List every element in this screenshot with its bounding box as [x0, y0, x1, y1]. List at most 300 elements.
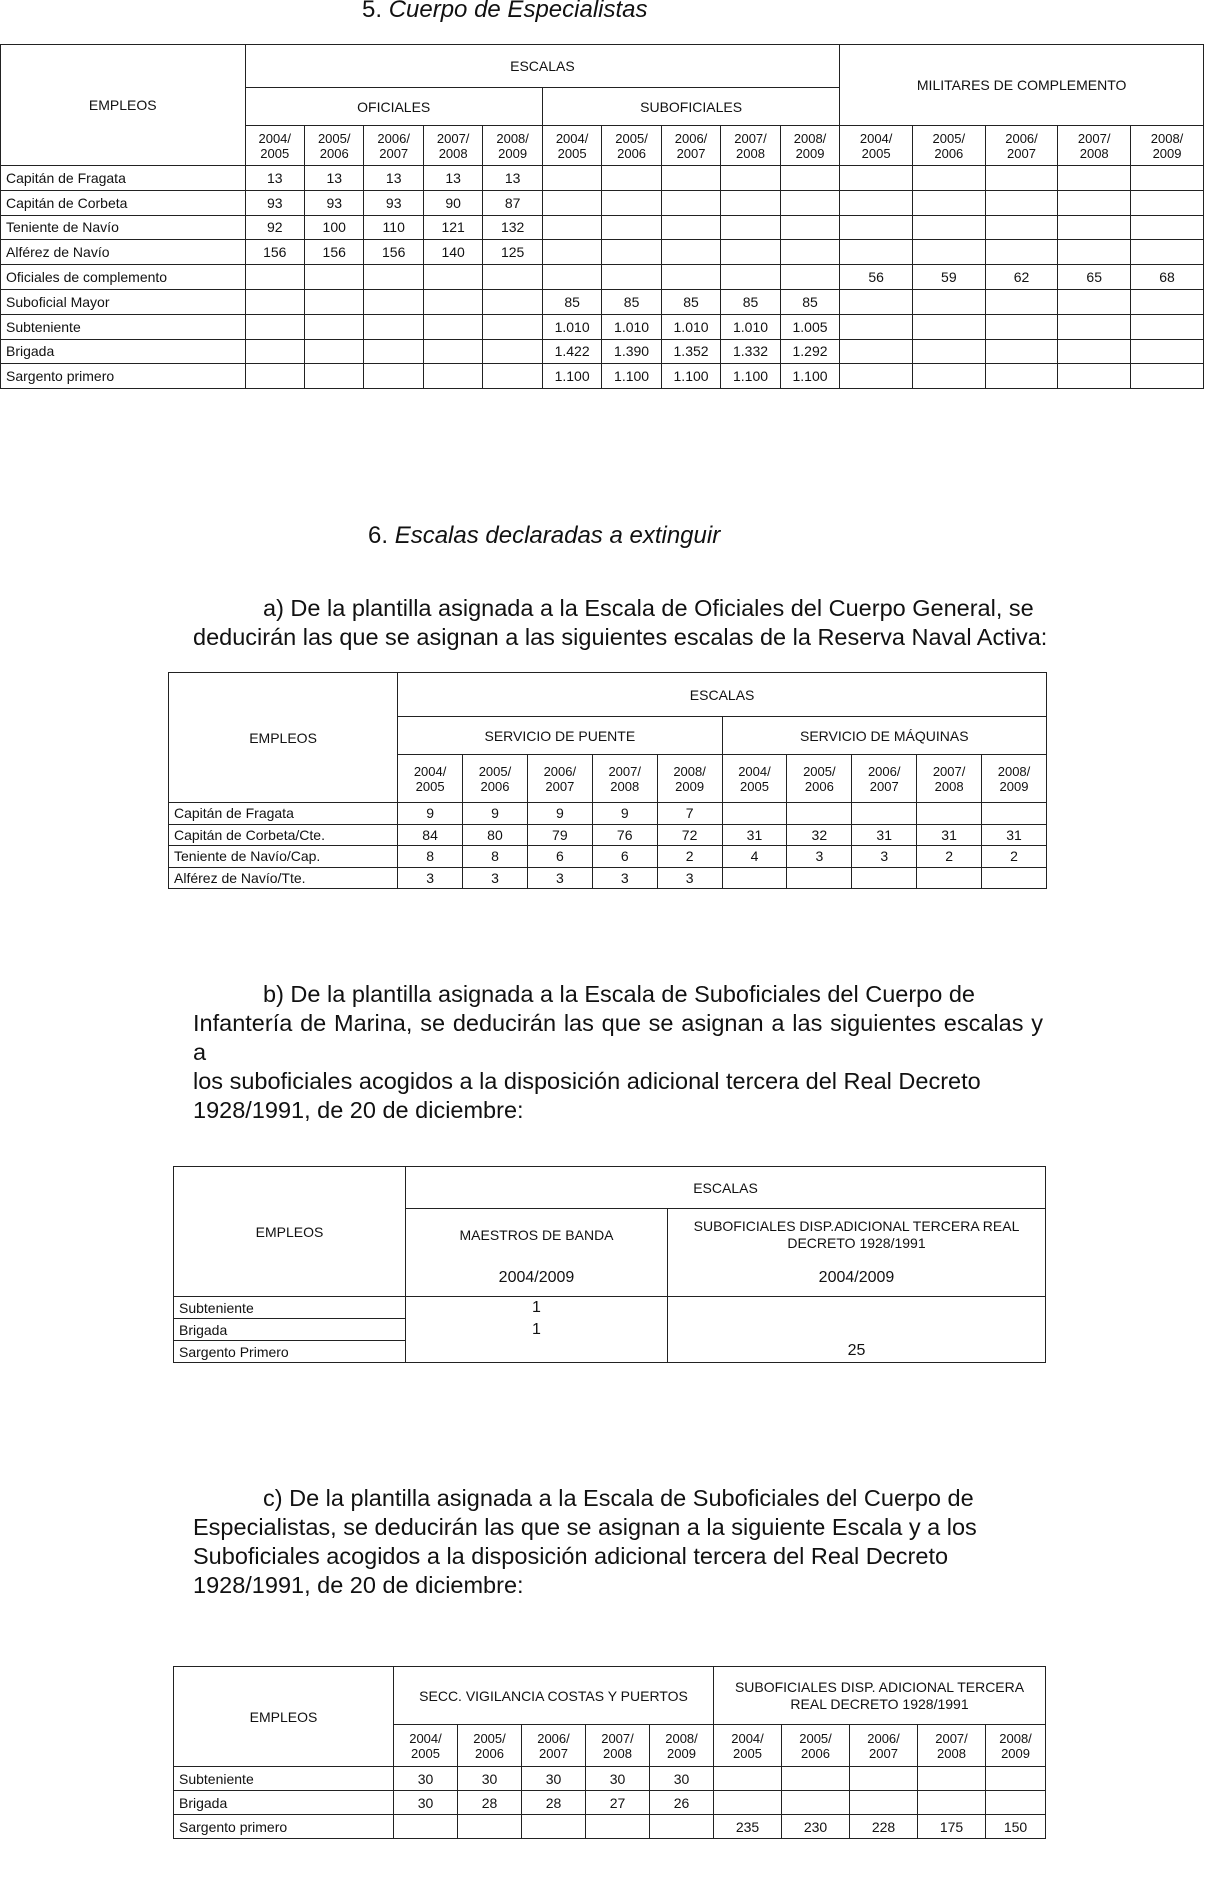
year-start: 2004/ — [738, 763, 771, 779]
year-start: 2008/ — [997, 763, 1031, 779]
year-header — [918, 1725, 986, 1767]
table-cell: 62 — [985, 265, 1058, 290]
year-start: 2006/ — [377, 130, 410, 146]
table-cell: 3 — [398, 867, 463, 889]
paragraph-c-line-3: Suboficiales acogidos a la disposición adicional tercera del Real Decreto — [193, 1543, 949, 1569]
table-row — [1, 166, 1204, 191]
empleos-header: EMPLEOS — [174, 1167, 406, 1297]
table-row — [169, 867, 1047, 889]
table-cell: 76 — [592, 824, 657, 846]
year-end: 2009 — [999, 778, 1029, 794]
table-cell — [782, 1791, 850, 1815]
suboficiales-disp-header: SUBOFICIALES DISP.ADICIONAL TERCERA REAL DECRETO 1928/1991 — [668, 1209, 1046, 1261]
table-cell: 13 — [483, 166, 542, 191]
row-label: Subteniente — [174, 1767, 394, 1791]
year-header — [850, 1725, 918, 1767]
table-cell: 6 — [592, 846, 657, 868]
table-cell — [787, 867, 852, 889]
table-cell: 1.352 — [661, 339, 720, 364]
table-cell: 1.332 — [721, 339, 780, 364]
table-cell — [245, 314, 304, 339]
maestros-cell — [406, 1341, 668, 1363]
table-cell: 1.422 — [542, 339, 601, 364]
year-end: 2008 — [610, 778, 640, 794]
table-cell — [423, 364, 482, 389]
row-label: Capitán de Fragata — [1, 166, 246, 191]
year-header — [714, 1725, 782, 1767]
table-cell — [542, 166, 601, 191]
year-header — [463, 755, 528, 803]
table-cell: 1.010 — [542, 314, 601, 339]
year-start: 2004/ — [555, 130, 589, 146]
table-cell — [840, 364, 913, 389]
table-cell — [985, 215, 1058, 240]
row-label: Brigada — [174, 1791, 394, 1815]
year-start: 2005/ — [799, 1730, 832, 1746]
table-cell — [840, 339, 913, 364]
table-cell: 85 — [661, 289, 720, 314]
year-header — [398, 755, 463, 803]
year-header — [722, 755, 787, 803]
table-cell: 8 — [398, 846, 463, 868]
table-cell: 156 — [305, 240, 364, 265]
year-header — [852, 755, 917, 803]
year-start: 2005/ — [317, 130, 351, 146]
table-cell — [985, 166, 1058, 191]
year-start: 2005/ — [473, 1730, 506, 1746]
year-header — [840, 126, 913, 166]
table-cell — [918, 1767, 986, 1791]
section-5-heading — [362, 0, 648, 24]
table-row — [1, 339, 1204, 364]
table-cell: 1.390 — [602, 339, 661, 364]
year-end: 2006 — [934, 145, 964, 161]
table-cell — [714, 1767, 782, 1791]
table-cell — [780, 190, 840, 215]
table-cell — [364, 314, 423, 339]
suboficiales-disp-header: SUBOFICIALES DISP. ADICIONAL TERCERA REAL DECRETO 1928/1991 — [714, 1667, 1046, 1725]
year-start: 2007/ — [1077, 130, 1111, 146]
year-header — [917, 755, 982, 803]
table-cell: 2 — [917, 846, 982, 868]
table-cell: 1.100 — [721, 364, 780, 389]
table-cell: 1.010 — [721, 314, 780, 339]
table-cell — [714, 1791, 782, 1815]
suboficiales-cell — [668, 1297, 1046, 1319]
table-cell — [602, 166, 661, 191]
table-cell — [840, 215, 913, 240]
year-end: 2009 — [795, 145, 825, 161]
table-cell — [721, 265, 780, 290]
table-cell — [1058, 289, 1131, 314]
table-cell — [364, 339, 423, 364]
table-cell — [982, 867, 1047, 889]
table-cell: 32 — [787, 824, 852, 846]
table-cell — [423, 314, 482, 339]
year-end: 2005 — [740, 778, 769, 794]
year-start: 2006/ — [1005, 130, 1038, 146]
year-end: 2008 — [934, 778, 964, 794]
year-header — [1058, 126, 1131, 166]
table-cell: 68 — [1131, 265, 1204, 290]
table-cell: 230 — [782, 1815, 850, 1839]
table-cell: 1.100 — [602, 364, 661, 389]
table-cell — [852, 867, 917, 889]
year-header — [483, 126, 542, 166]
table-cell — [458, 1815, 522, 1839]
section-6-heading — [368, 522, 720, 550]
table-cell — [780, 166, 840, 191]
table-cell: 1.010 — [602, 314, 661, 339]
table-cell — [850, 1791, 918, 1815]
table-cell: 4 — [722, 846, 787, 868]
table-cell: 31 — [852, 824, 917, 846]
table-cell: 9 — [527, 803, 592, 825]
row-label: Subteniente — [174, 1297, 406, 1319]
year-end: 2005 — [733, 1745, 762, 1761]
year-start: 2007/ — [935, 1730, 968, 1746]
table-cell — [721, 240, 780, 265]
table-cell: 13 — [305, 166, 364, 191]
table-cell — [1058, 240, 1131, 265]
table-row — [174, 1341, 1046, 1363]
table-cell: 93 — [364, 190, 423, 215]
year-end: 2005 — [861, 145, 891, 161]
year-start: 2004/ — [409, 1730, 442, 1746]
table-cell: 9 — [592, 803, 657, 825]
table-cell — [912, 364, 985, 389]
year-start: 2007/ — [932, 763, 966, 779]
table-cell: 7 — [657, 803, 722, 825]
table-cell: 3 — [852, 846, 917, 868]
table-cell: 150 — [986, 1815, 1046, 1839]
table-cell — [1131, 289, 1204, 314]
table-cell: 85 — [780, 289, 840, 314]
table-cell — [483, 265, 542, 290]
year-start: 2006/ — [674, 130, 708, 146]
row-label: Subteniente — [1, 314, 246, 339]
year-header — [780, 126, 840, 166]
table-cell — [305, 364, 364, 389]
year-start: 2008/ — [1150, 130, 1184, 146]
year-start: 2004/ — [859, 130, 893, 146]
table-cell: 92 — [245, 215, 304, 240]
paragraph-a-line-2: deducirán las que se asignan a las siguientes escalas de la Reserva Naval Activa: — [193, 624, 1048, 650]
table-cell — [1058, 339, 1131, 364]
table-cell: 3 — [527, 867, 592, 889]
oficiales-header: OFICIALES — [245, 88, 542, 126]
table-cell — [721, 166, 780, 191]
table-cell — [245, 289, 304, 314]
year-start: 2007/ — [608, 763, 641, 779]
table-cell — [912, 190, 985, 215]
table-cell — [305, 265, 364, 290]
section-6-number: 6. — [368, 522, 389, 549]
year-header — [650, 1725, 714, 1767]
table-row — [174, 1815, 1046, 1839]
servicio-puente-header: SERVICIO DE PUENTE — [398, 717, 722, 755]
table-cell — [986, 1767, 1046, 1791]
table-cell — [840, 190, 913, 215]
table-cell — [586, 1815, 650, 1839]
table-row — [174, 1791, 1046, 1815]
table-cell — [912, 339, 985, 364]
table-cell — [917, 867, 982, 889]
paragraph-c-line-4: 1928/1991, de 20 de diciembre: — [193, 1572, 524, 1598]
suboficiales-cell: 25 — [668, 1341, 1046, 1363]
year-start: 2004/ — [413, 763, 447, 779]
year-end: 2005 — [415, 778, 445, 794]
row-label: Capitán de Fragata — [169, 803, 398, 825]
table-cell: 90 — [423, 190, 482, 215]
table-cell — [423, 339, 482, 364]
infanteria-marina-table — [173, 1166, 1046, 1363]
year-end: 2008 — [1079, 145, 1109, 161]
table-cell: 121 — [423, 215, 482, 240]
table-cell: 65 — [1058, 265, 1131, 290]
year-header — [661, 126, 720, 166]
table-cell: 175 — [918, 1815, 986, 1839]
table-cell — [394, 1815, 458, 1839]
year-header — [912, 126, 985, 166]
year-end: 2006 — [480, 778, 510, 794]
table-cell — [912, 240, 985, 265]
table-cell — [780, 265, 840, 290]
year-start: 2008/ — [496, 130, 529, 146]
especialistas-extinguir-table — [173, 1666, 1046, 1839]
year-start: 2007/ — [436, 130, 470, 146]
paragraph-b-line-3: los suboficiales acogidos a la disposición adicional tercera del Real Decreto — [193, 1068, 981, 1094]
year-end: 2005 — [260, 145, 290, 161]
table-cell: 156 — [364, 240, 423, 265]
year-end: 2007 — [1007, 145, 1036, 161]
year-header — [985, 126, 1058, 166]
year-header — [364, 126, 423, 166]
paragraph-c — [193, 1484, 1043, 1600]
year-end: 2006 — [319, 145, 349, 161]
year-start: 2006/ — [867, 1730, 900, 1746]
table-cell: 79 — [527, 824, 592, 846]
year-header — [982, 755, 1047, 803]
maestros-cell: 1 — [406, 1297, 668, 1319]
table-cell: 125 — [483, 240, 542, 265]
table-row — [1, 215, 1204, 240]
empleos-header: EMPLEOS — [1, 45, 246, 166]
year-end: 2009 — [1152, 145, 1182, 161]
table-cell — [918, 1791, 986, 1815]
year-header — [986, 1725, 1046, 1767]
table-cell — [245, 339, 304, 364]
table-cell — [1058, 215, 1131, 240]
table-cell — [483, 289, 542, 314]
militares-complemento-header: MILITARES DE COMPLEMENTO — [840, 45, 1204, 126]
table-cell — [364, 364, 423, 389]
year-start: 2005/ — [615, 130, 648, 146]
table-cell: 3 — [463, 867, 528, 889]
table-cell — [245, 265, 304, 290]
table-cell — [661, 240, 720, 265]
especialistas-table — [0, 44, 1204, 389]
paragraph-a-line-1: a) De la plantilla asignada a la Escala de Oficiales del Cuerpo General, se — [263, 595, 1034, 621]
year-start: 2008/ — [793, 130, 827, 146]
escalas-header: ESCALAS — [245, 45, 840, 88]
table-cell — [1131, 314, 1204, 339]
table-cell: 100 — [305, 215, 364, 240]
year-start: 2005/ — [803, 763, 836, 779]
year-end: 2006 — [801, 1745, 830, 1761]
table-row — [1, 240, 1204, 265]
table-cell: 2 — [657, 846, 722, 868]
year-header — [592, 755, 657, 803]
table-cell: 8 — [463, 846, 528, 868]
year-end: 2009 — [675, 778, 705, 794]
year-header — [527, 755, 592, 803]
table-cell: 30 — [394, 1791, 458, 1815]
table-cell — [602, 190, 661, 215]
year-start: 2008/ — [673, 763, 706, 779]
table-cell: 30 — [458, 1767, 522, 1791]
table-cell — [661, 265, 720, 290]
paragraph-b-line-4: 1928/1991, de 20 de diciembre: — [193, 1097, 524, 1123]
row-label: Alférez de Navío — [1, 240, 246, 265]
table-row — [169, 846, 1047, 868]
table-cell: 110 — [364, 215, 423, 240]
table-cell: 228 — [850, 1815, 918, 1839]
table-cell — [1131, 240, 1204, 265]
table-cell: 85 — [542, 289, 601, 314]
table-cell: 3 — [592, 867, 657, 889]
year-header — [657, 755, 722, 803]
table-row — [169, 824, 1047, 846]
year-start: 2004/ — [258, 130, 292, 146]
table-cell — [780, 215, 840, 240]
row-label: Alférez de Navío/Tte. — [169, 867, 398, 889]
table-cell — [850, 1767, 918, 1791]
year-end: 2005 — [557, 145, 587, 161]
table-cell — [483, 314, 542, 339]
table-cell: 2 — [982, 846, 1047, 868]
maestros-banda-header: MAESTROS DE BANDA — [406, 1209, 668, 1261]
table-cell — [1131, 215, 1204, 240]
table-cell — [483, 364, 542, 389]
table-cell — [305, 339, 364, 364]
table-cell: 26 — [650, 1791, 714, 1815]
suboficiales-cell — [668, 1319, 1046, 1341]
year-end: 2007 — [545, 778, 575, 794]
table-cell — [1131, 364, 1204, 389]
escalas-header: ESCALAS — [398, 673, 1047, 717]
table-cell — [602, 265, 661, 290]
table-cell — [661, 190, 720, 215]
table-cell — [602, 215, 661, 240]
table-cell — [1131, 339, 1204, 364]
table-cell: 72 — [657, 824, 722, 846]
table-cell — [912, 314, 985, 339]
year-end: 2008 — [736, 145, 765, 161]
table-cell — [722, 803, 787, 825]
table-cell: 93 — [245, 190, 304, 215]
empleos-header: EMPLEOS — [174, 1667, 394, 1767]
row-label: Teniente de Navío/Cap. — [169, 846, 398, 868]
section-6-title: Escalas declaradas a extinguir — [394, 522, 721, 549]
table-cell — [1131, 190, 1204, 215]
year-end: 2008 — [603, 1745, 632, 1761]
table-cell — [661, 166, 720, 191]
table-cell — [852, 803, 917, 825]
row-label: Capitán de Corbeta/Cte. — [169, 824, 398, 846]
row-label: Sargento primero — [1, 364, 246, 389]
table-cell: 3 — [787, 846, 852, 868]
table-cell: 13 — [245, 166, 304, 191]
year-header — [245, 126, 304, 166]
paragraph-c-line-1: c) De la plantilla asignada a la Escala de Suboficiales del Cuerpo de — [263, 1485, 974, 1511]
table-cell: 6 — [527, 846, 592, 868]
year-start: 2007/ — [601, 1730, 634, 1746]
table-cell: 28 — [522, 1791, 586, 1815]
period-maestros: 2004/2009 — [406, 1261, 668, 1297]
table-row — [1, 364, 1204, 389]
table-cell — [840, 240, 913, 265]
table-cell: 140 — [423, 240, 482, 265]
table-cell — [722, 867, 787, 889]
table-cell: 59 — [912, 265, 985, 290]
table-cell — [1058, 166, 1131, 191]
year-end: 2006 — [617, 145, 647, 161]
table-cell — [423, 289, 482, 314]
year-header — [305, 126, 364, 166]
table-cell — [542, 265, 601, 290]
table-cell — [912, 215, 985, 240]
table-row — [169, 803, 1047, 825]
table-cell: 1.100 — [661, 364, 720, 389]
table-row — [174, 1767, 1046, 1791]
table-cell — [985, 339, 1058, 364]
row-label: Oficiales de complemento — [1, 265, 246, 290]
table-cell — [721, 190, 780, 215]
table-cell: 80 — [463, 824, 528, 846]
year-header — [1131, 126, 1204, 166]
table-cell: 1.010 — [661, 314, 720, 339]
year-start: 2005/ — [932, 130, 966, 146]
table-cell: 30 — [586, 1767, 650, 1791]
year-header — [522, 1725, 586, 1767]
year-header — [602, 126, 661, 166]
table-row — [174, 1319, 1046, 1341]
row-label: Teniente de Navío — [1, 215, 246, 240]
year-end: 2005 — [411, 1745, 440, 1761]
row-label: Suboficial Mayor — [1, 289, 246, 314]
table-cell: 28 — [458, 1791, 522, 1815]
table-cell: 93 — [305, 190, 364, 215]
paragraph-b-line-1: b) De la plantilla asignada a la Escala de Suboficiales del Cuerpo de — [263, 981, 975, 1007]
table-cell: 9 — [398, 803, 463, 825]
table-cell: 85 — [721, 289, 780, 314]
table-cell: 13 — [423, 166, 482, 191]
year-header — [542, 126, 601, 166]
table-cell — [522, 1815, 586, 1839]
table-cell — [1131, 166, 1204, 191]
year-header — [721, 126, 780, 166]
escalas-header: ESCALAS — [406, 1167, 1046, 1209]
table-cell: 30 — [522, 1767, 586, 1791]
table-cell — [661, 215, 720, 240]
table-cell — [423, 265, 482, 290]
table-cell: 31 — [722, 824, 787, 846]
table-cell: 13 — [364, 166, 423, 191]
table-cell — [840, 314, 913, 339]
table-cell — [542, 240, 601, 265]
year-start: 2008/ — [999, 1730, 1032, 1746]
